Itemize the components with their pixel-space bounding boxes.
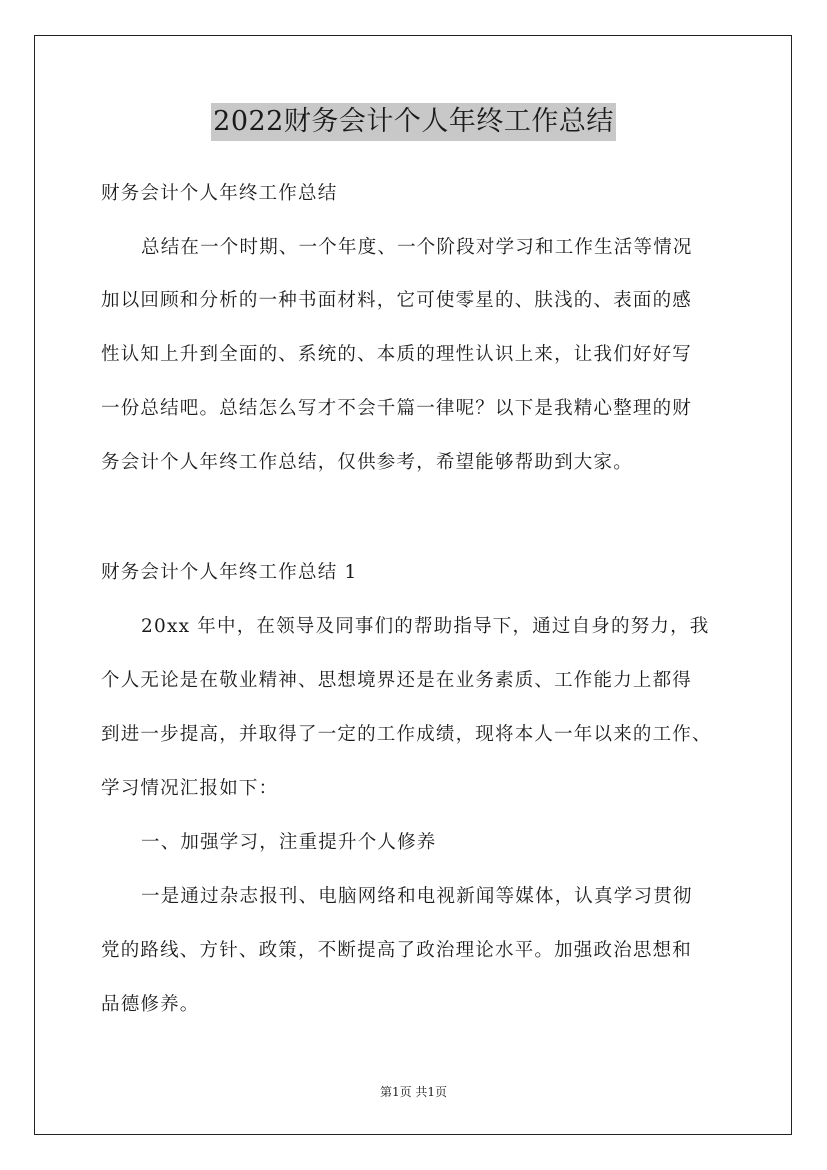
paragraph-line: 总结在一个时期、一个年度、一个阶段对学习和工作生活等情况 [141, 237, 693, 258]
paragraph-line: 务会计个人年终工作总结，仅供参考，希望能够帮助到大家。 [101, 452, 633, 473]
page-footer: 第1页 共1页 [379, 1085, 448, 1099]
paragraph-line: 到进一步提高，并取得了一定的工作成绩，现将本人一年以来的工作、 [101, 724, 712, 745]
paragraph-line: 一份总结吧。总结怎么写才不会千篇一律呢？以下是我精心整理的财 [101, 398, 693, 419]
section-heading: 财务会计个人年终工作总结 1 [101, 562, 358, 583]
paragraph-line: 个人无论是在敬业精神、思想境界还是在业务素质、工作能力上都得 [101, 670, 693, 691]
paragraph-line: 性认知上升到全面的、系统的、本质的理性认识上来，让我们好好写 [101, 344, 693, 365]
paragraph-line: 党的路线、方针、政策，不断提高了政治理论水平。加强政治思想和 [101, 940, 693, 961]
paragraph-line: 学习情况汇报如下： [101, 778, 279, 799]
paragraph-line: 一是通过杂志报刊、电脑网络和电视新闻等媒体，认真学习贯彻 [141, 886, 693, 907]
title-container [0, 103, 827, 141]
paragraph-line: 加以回顾和分析的一种书面材料，它可使零星的、肤浅的、表面的感 [101, 290, 693, 311]
subheading: 一、加强学习，注重提升个人修养 [141, 832, 437, 853]
section-heading: 财务会计个人年终工作总结 [101, 183, 338, 204]
paragraph-line: 20xx 年中，在领导及同事们的帮助指导下，通过自身的努力，我 [141, 616, 710, 637]
document-title: 2022财务会计个人年终工作总结 [211, 103, 616, 141]
paragraph-line: 品德修养。 [101, 994, 200, 1015]
